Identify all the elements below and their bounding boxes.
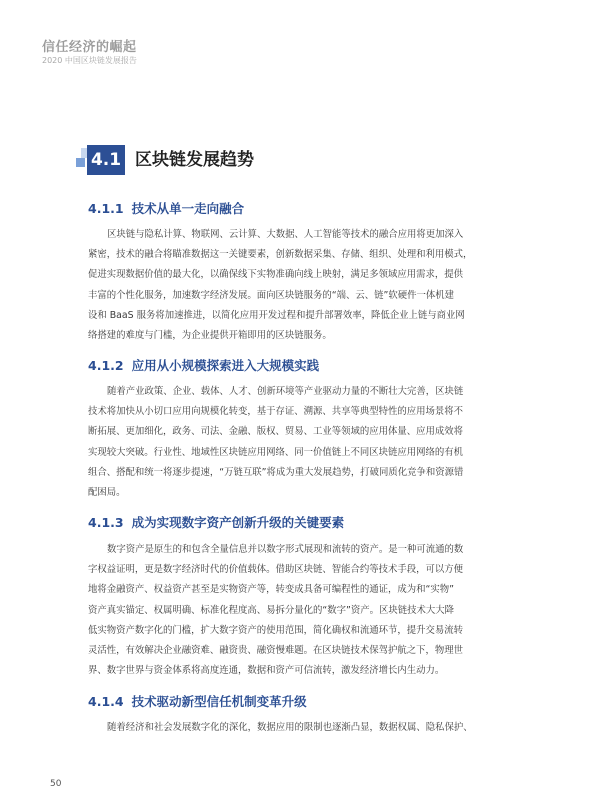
text-line: 区块链与隐私计算、物联网、云计算、大数据、人工智能等技术的融合应用将更加深入 [107,229,464,240]
text-line: 技术将加快从小切口应用向规模化转变，基于存证、溯源、共享等典型特性的应用场景将不 [88,406,464,418]
paragraph-4-1-4 [88,718,508,738]
subsection-heading-4-1-2 [88,357,319,375]
subsection-heading-4-1-3 [88,514,344,532]
text-line: 设和 BaaS 服务将加速推进，以简化应用开发过程和提升部署效率，降低企业上链与商业网 [88,309,465,321]
subsection-number: 4.1.2 [88,358,124,373]
text-line: 断拓展、更加细化，政务、司法、金融、版权、贸易、工业等领域的应用体量、应用成效将 [88,426,464,438]
text-line: 促进实现数据价值的最大化，以确保线下实物准确向线上映射，满足多领域应用需求，提供 [88,269,464,281]
subsection-heading-4-1-4 [88,693,307,711]
subsection-title: 成为实现数字资产创新升级的关键要素 [131,515,345,530]
subsection-number: 4.1.1 [88,201,124,216]
text-line: 配困局。 [88,487,126,499]
subsection-title: 应用从小规模探索进入大规模实践 [131,358,320,373]
subsection-number: 4.1.4 [88,694,124,709]
section-title: 区块链发展趋势 [135,150,254,170]
report-title: 信任经济的崛起 [42,40,137,55]
paragraph-4-1-2 [88,382,508,503]
page-number: 50 [50,779,62,789]
text-line: 组合、搭配和统一将逐步提速，“万链互联”将成为重大发展趋势，打破同质化竞争和资源错 [88,466,464,478]
text-line: 紧密，技术的融合将瞄准数据这一关键要素，创新数据采集、存储、组织、处理和利用模式， [88,249,473,261]
text-line: 随着产业政策、企业、载体、人才、创新环境等产业驱动力量的不断壮大完善，区块链 [107,386,464,397]
text-line: 资产真实锚定、权属明确、标准化程度高、易拆分量化的“数字”资产。区块链技术大大降 [88,604,454,616]
report-subtitle: 2020 中国区块链发展报告 [42,56,137,65]
text-line: 随着经济和社会发展数字化的深化，数据应用的限制也逐渐凸显，数据权属、隐私保护、 [107,722,473,733]
text-line: 低实物资产数字化的门槛，扩大数字资产的使用范围，简化确权和流通环节，提升交易流转 [88,624,464,636]
text-line: 实现较大突破。行业性、地域性区块链应用网络、同一价值链上不同区块链应用网络的有机 [88,446,464,458]
text-line: 络搭建的难度与门槛，为企业提供开箱即用的区块链服务。 [88,330,332,342]
text-line: 丰富的个性化服务，加速数字经济发展。面向区块链服务的“端、云、链”软硬件一体机建 [88,289,454,301]
running-header [42,40,137,66]
text-line: 字权益证明，更是数字经济时代的价值载体。借助区块链、智能合约等技术手段，可以方便 [88,564,464,576]
subsection-title: 技术从单一走向融合 [131,201,245,216]
section-number: 4.1 [87,145,125,175]
subsection-number: 4.1.3 [88,515,124,530]
paragraph-4-1-3 [88,540,508,681]
text-line: 地将金融资产、权益资产甚至是实物资产等，转变成具备可编程性的通证，成为和“实物” [88,584,454,596]
subsection-title: 技术驱动新型信任机制变革升级 [131,694,307,709]
text-line: 界、数字世界与资金体系将高度连通，数据和资产可信流转，激发经济增长内生动力。 [88,665,445,677]
text-line: 灵活性，有效解决企业融资难、融资贵、融资慢难题。在区块链技术保驾护航之下，物理世 [88,645,464,657]
subsection-heading-4-1-1 [88,200,244,218]
paragraph-4-1-1 [88,225,508,346]
text-line: 数字资产是原生的和包含全量信息并以数字形式展现和流转的资产。是一种可流通的数 [107,544,464,555]
